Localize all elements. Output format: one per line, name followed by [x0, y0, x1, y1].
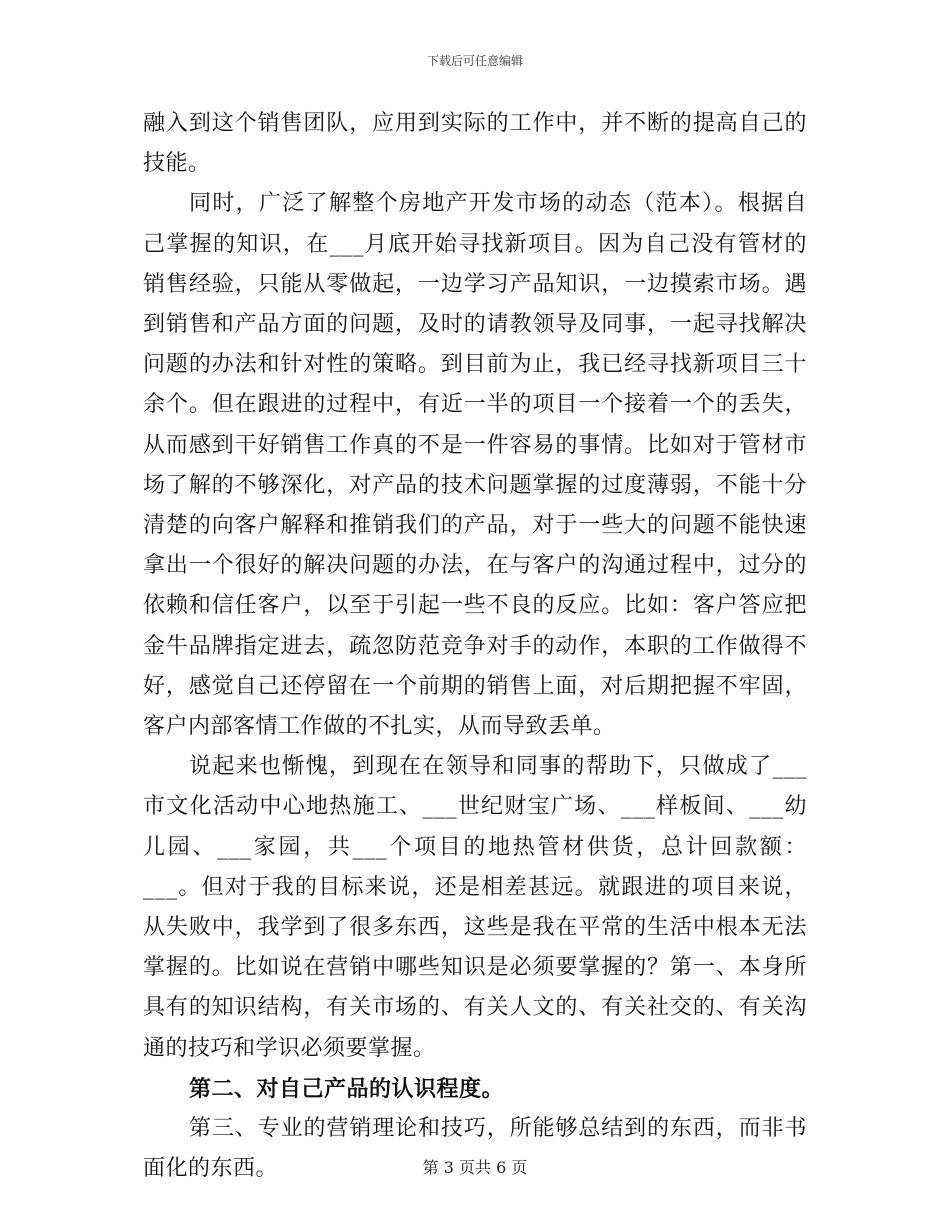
paragraph-continuation: 融入到这个销售团队，应用到实际的工作中，并不断的提高自己的技能。 — [143, 111, 807, 177]
document-body — [143, 104, 807, 1189]
paragraph-third-point: 第三、专业的营销理论和技巧，所能够总结到的东西，而非书面化的东西。 — [143, 1116, 807, 1182]
paragraph-achievements: 说起来也惭愧，到现在在领导和同事的帮助下，只做成了___市文化活动中心地热施工、___世纪财宝广场、___样板间、___幼儿园、___家园，共___个项目的地热管材供货，总计回款额：___。但对于我的目标来说，还是相差甚远。就跟进的项目来说，从失败中，我学到了很多东西，这些是我在平常的生活中根本无法掌握的。比如说在营销中哪些知识是必须要掌握的？第一、本身所具有的知识结构，有关市场的、有关人文的、有关社交的、有关沟通的技巧和学识必须要掌握。 — [143, 754, 807, 1061]
page-header: 下载后可任意编辑 — [426, 54, 523, 68]
paragraph-market-dynamics: 同时，广泛了解整个房地产开发市场的动态（范本）。根据自己掌握的知识，在___月底开始寻找新项目。因为自己没有管材的销售经验，只能从零做起，一边学习产品知识，一边摸索市场。遇到销售和产品方面的问题，及时的请教领导及同事，一起寻找解决问题的办法和针对性的策略。到目前为止，我已经寻找新项目三十余个。但在跟进的过程中，有近一半的项目一个接着一个的丢失，从而感到干好销售工作真的不是一件容易的事情。比如对于管材市场了解的不够深化，对产品的技术问题掌握的过度薄弱，不能十分清楚的向客户解释和推销我们的产品，对于一些大的问题不能快速拿出一个很好的解决问题的办法，在与客户的沟通过程中，过分的依赖和信任客户，以至于引起一些不良的反应。比如：客户答应把金牛品牌指定进去，疏忽防范竞争对手的动作，本职的工作做得不好，感觉自己还停留在一个前期的销售上面，对后期把握不牢固，客户内部客情工作做的不扎实，从而导致丢单。 — [143, 191, 807, 740]
paragraph-second-point: 第二、对自己产品的认识程度。 — [189, 1075, 505, 1102]
page-footer: 第 3 页共 6 页 — [422, 1158, 528, 1177]
